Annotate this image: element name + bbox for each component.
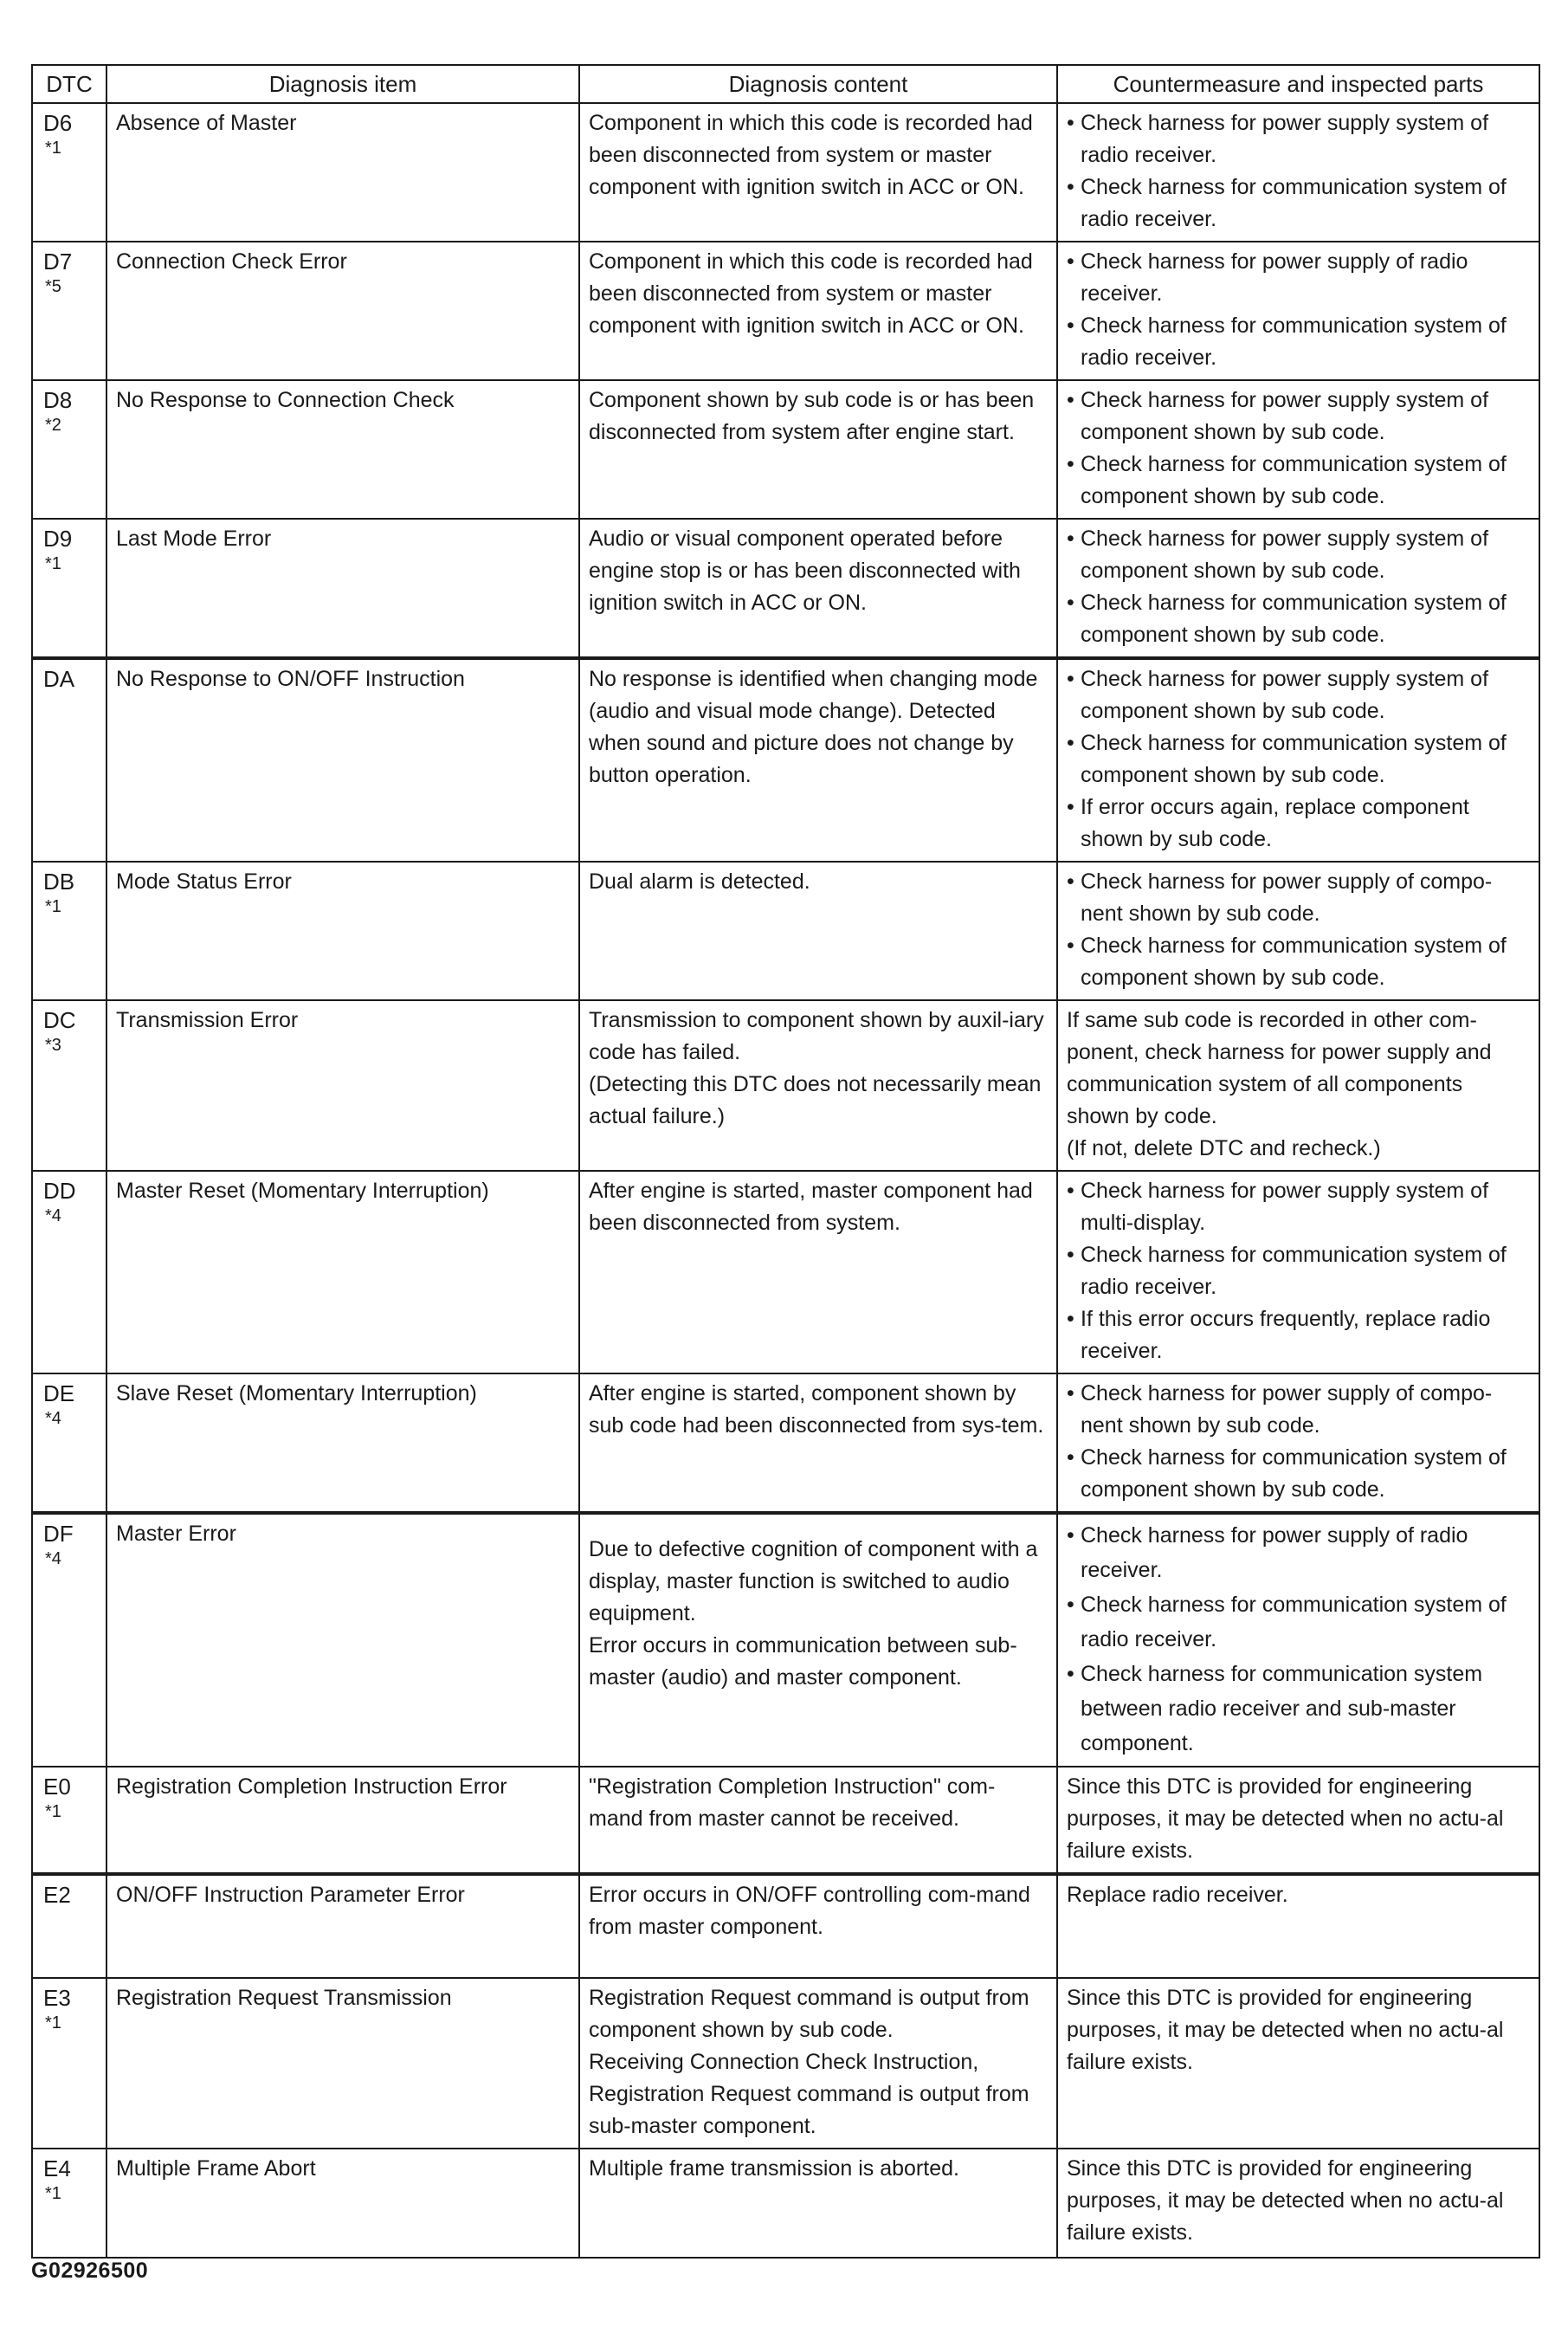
countermeasure-cell (1057, 380, 1539, 519)
countermeasure-list (1067, 246, 1530, 374)
table-row (32, 1767, 1539, 1874)
table-row (32, 1373, 1539, 1513)
countermeasure-cell (1057, 1171, 1539, 1373)
dtc-code: DC (43, 1007, 76, 1033)
diagnosis-content-cell: Dual alarm is detected. (579, 862, 1057, 1000)
countermeasure-cell (1057, 242, 1539, 380)
countermeasure-list (1067, 866, 1530, 994)
diagnosis-content-cell: Audio or visual component operated before engine stop is or has been disconnected with ignition switch in ACC or ON. (579, 519, 1057, 658)
dtc-cell (32, 1000, 106, 1171)
countermeasure-cell (1057, 658, 1539, 862)
diagnosis-item-cell: Last Mode Error (106, 519, 579, 658)
header-diagnosis-content: Diagnosis content (579, 65, 1057, 103)
countermeasure-cell: Replace radio receiver. (1057, 1874, 1539, 1978)
dtc-cell (32, 380, 106, 519)
dtc-cell (32, 1767, 106, 1874)
header-countermeasure: Countermeasure and inspected parts (1057, 65, 1539, 103)
countermeasure-cell: Since this DTC is provided for engineering purposes, it may be detected when no actu-al failure exists. (1057, 1978, 1539, 2149)
dtc-cell (32, 1513, 106, 1767)
countermeasure-item: • Check harness for communication system of radio receiver. (1067, 1239, 1530, 1303)
dtc-code: E0 (43, 1774, 71, 1800)
countermeasure-item: • Check harness for power supply of compo-nent shown by sub code. (1067, 1378, 1530, 1442)
table-row (32, 1978, 1539, 2149)
table-row (32, 380, 1539, 519)
diagnosis-content-cell: Due to defective cognition of component with a display, master function is switched to audio equipment. Error occurs in communication between sub-master (audio) and master component. (579, 1513, 1057, 1767)
diagnosis-content-cell: Multiple frame transmission is aborted. (579, 2149, 1057, 2258)
diagnosis-content-cell: Error occurs in ON/OFF controlling com-mand from master component. (579, 1874, 1057, 1978)
table-row (32, 242, 1539, 380)
table-row (32, 1000, 1539, 1171)
dtc-code: DB (43, 869, 75, 895)
dtc-footnote-ref: *3 (45, 1036, 61, 1055)
dtc-cell (32, 862, 106, 1000)
dtc-cell (32, 242, 106, 380)
table-body (32, 103, 1539, 2258)
dtc-cell (32, 1373, 106, 1513)
dtc-code: E3 (43, 1985, 71, 2011)
countermeasure-item: • Check harness for communication system of radio receiver. (1067, 310, 1530, 374)
table-header-row (32, 65, 1539, 103)
dtc-cell (32, 2149, 106, 2258)
countermeasure-item: • Check harness for communication system of radio receiver. (1067, 1587, 1530, 1657)
dtc-footnote-ref: *5 (45, 277, 61, 296)
dtc-code: E4 (43, 2155, 71, 2181)
dtc-cell (32, 1978, 106, 2149)
dtc-cell (32, 658, 106, 862)
countermeasure-cell: Since this DTC is provided for engineering purposes, it may be detected when no actu-al failure exists. (1057, 1767, 1539, 1874)
table-row (32, 2149, 1539, 2258)
diagnosis-content-cell: Component shown by sub code is or has been disconnected from system after engine start. (579, 380, 1057, 519)
countermeasure-list (1067, 107, 1530, 236)
countermeasure-item: • Check harness for communication system of component shown by sub code. (1067, 449, 1530, 513)
table-row (32, 519, 1539, 658)
diagnosis-content-cell: Registration Request command is output from component shown by sub code. Receiving Connection Check Instruction, Registration Request command is output from sub-master component. (579, 1978, 1057, 2149)
diagnosis-item-cell: Registration Request Transmission (106, 1978, 579, 2149)
dtc-code: DA (43, 666, 75, 692)
dtc-code: D9 (43, 526, 73, 552)
countermeasure-cell (1057, 1373, 1539, 1513)
countermeasure-list (1067, 1378, 1530, 1506)
dtc-cell (32, 103, 106, 242)
header-diagnosis-item: Diagnosis item (106, 65, 579, 103)
dtc-footnote-ref: *1 (45, 554, 61, 573)
table-row (32, 103, 1539, 242)
diagnosis-item-cell: Transmission Error (106, 1000, 579, 1171)
countermeasure-item: • Check harness for communication system of component shown by sub code. (1067, 587, 1530, 651)
dtc-code: D8 (43, 387, 73, 413)
dtc-footnote-ref: *2 (45, 416, 61, 435)
countermeasure-item: • Check harness for power supply of radio receiver. (1067, 1518, 1530, 1587)
dtc-footnote-ref: *1 (45, 2184, 61, 2203)
dtc-footnote-ref: *1 (45, 2013, 61, 2032)
countermeasure-item: • Check harness for communication system of component shown by sub code. (1067, 727, 1530, 792)
dtc-cell (32, 519, 106, 658)
diagnosis-content-cell: After engine is started, master component had been disconnected from system. (579, 1171, 1057, 1373)
diagnosis-item-cell: No Response to Connection Check (106, 380, 579, 519)
countermeasure-item: • If error occurs again, replace component shown by sub code. (1067, 792, 1530, 856)
countermeasure-item: • Check harness for power supply system of component shown by sub code. (1067, 663, 1530, 727)
diagnosis-item-cell: Absence of Master (106, 103, 579, 242)
countermeasure-item: • Check harness for power supply system of component shown by sub code. (1067, 385, 1530, 449)
dtc-footnote-ref: *4 (45, 1549, 61, 1568)
diagnosis-item-cell: No Response to ON/OFF Instruction (106, 658, 579, 862)
countermeasure-list (1067, 523, 1530, 651)
diagnosis-item-cell: Connection Check Error (106, 242, 579, 380)
header-dtc: DTC (32, 65, 106, 103)
dtc-code: DF (43, 1521, 74, 1547)
dtc-code: DE (43, 1380, 75, 1406)
countermeasure-item: • Check harness for power supply system of radio receiver. (1067, 107, 1530, 171)
diagnosis-content-cell: Component in which this code is recorded had been disconnected from system or master component with ignition switch in ACC or ON. (579, 103, 1057, 242)
countermeasure-item: • If this error occurs frequently, replace radio receiver. (1067, 1303, 1530, 1367)
table-row (32, 1874, 1539, 1978)
diagnosis-content-cell: After engine is started, component shown by sub code had been disconnected from sys-tem. (579, 1373, 1057, 1513)
dtc-footnote-ref: *4 (45, 1409, 61, 1428)
countermeasure-cell (1057, 103, 1539, 242)
diagnosis-content-cell: Component in which this code is recorded had been disconnected from system or master component with ignition switch in ACC or ON. (579, 242, 1057, 380)
diagnosis-content-cell: Transmission to component shown by auxil-iary code has failed. (Detecting this DTC does not necessarily mean actual failure.) (579, 1000, 1057, 1171)
diagnosis-content-cell: "Registration Completion Instruction" com-mand from master cannot be received. (579, 1767, 1057, 1874)
countermeasure-list (1067, 385, 1530, 513)
dtc-footnote-ref: *1 (45, 139, 61, 158)
dtc-code: D7 (43, 249, 73, 275)
dtc-cell (32, 1171, 106, 1373)
diagnosis-item-cell: Master Error (106, 1513, 579, 1767)
diagnosis-item-cell: Slave Reset (Momentary Interruption) (106, 1373, 579, 1513)
figure-id: G02926500 (31, 2259, 149, 2283)
countermeasure-item: • Check harness for communication system of component shown by sub code. (1067, 1442, 1530, 1506)
dtc-code: E2 (43, 1882, 71, 1908)
diagnosis-item-cell: ON/OFF Instruction Parameter Error (106, 1874, 579, 1978)
countermeasure-item: • Check harness for communication system between radio receiver and sub-master component. (1067, 1657, 1530, 1761)
countermeasure-list (1067, 663, 1530, 856)
table-row (32, 862, 1539, 1000)
countermeasure-cell (1057, 862, 1539, 1000)
diagnosis-item-cell: Multiple Frame Abort (106, 2149, 579, 2258)
countermeasure-item: • Check harness for communication system of radio receiver. (1067, 171, 1530, 236)
table-row (32, 1513, 1539, 1767)
countermeasure-item: • Check harness for power supply of radio receiver. (1067, 246, 1530, 310)
countermeasure-cell: Since this DTC is provided for engineering purposes, it may be detected when no actu-al failure exists. (1057, 2149, 1539, 2258)
countermeasure-list (1067, 1175, 1530, 1367)
dtc-footnote-ref: *1 (45, 897, 61, 916)
table-row (32, 1171, 1539, 1373)
table-row (32, 658, 1539, 862)
countermeasure-item: • Check harness for power supply of compo-nent shown by sub code. (1067, 866, 1530, 930)
dtc-code: D6 (43, 110, 73, 136)
countermeasure-list (1067, 1518, 1530, 1761)
dtc-cell (32, 1874, 106, 1978)
diagnosis-item-cell: Mode Status Error (106, 862, 579, 1000)
countermeasure-cell: If same sub code is recorded in other com-ponent, check harness for power supply and communication system of all components shown by code. (If not, delete DTC and recheck.) (1057, 1000, 1539, 1171)
countermeasure-cell (1057, 519, 1539, 658)
dtc-footnote-ref: *4 (45, 1206, 61, 1225)
countermeasure-item: • Check harness for power supply system of multi-display. (1067, 1175, 1530, 1239)
dtc-table (31, 64, 1540, 2259)
countermeasure-item: • Check harness for power supply system of component shown by sub code. (1067, 523, 1530, 587)
diagnosis-content-cell: No response is identified when changing mode (audio and visual mode change). Detected when sound and picture does not change by button operation. (579, 658, 1057, 862)
countermeasure-cell (1057, 1513, 1539, 1767)
dtc-code: DD (43, 1178, 76, 1204)
diagnosis-item-cell: Registration Completion Instruction Error (106, 1767, 579, 1874)
countermeasure-item: • Check harness for communication system of component shown by sub code. (1067, 930, 1530, 994)
diagnosis-item-cell: Master Reset (Momentary Interruption) (106, 1171, 579, 1373)
dtc-footnote-ref: *1 (45, 1802, 61, 1821)
